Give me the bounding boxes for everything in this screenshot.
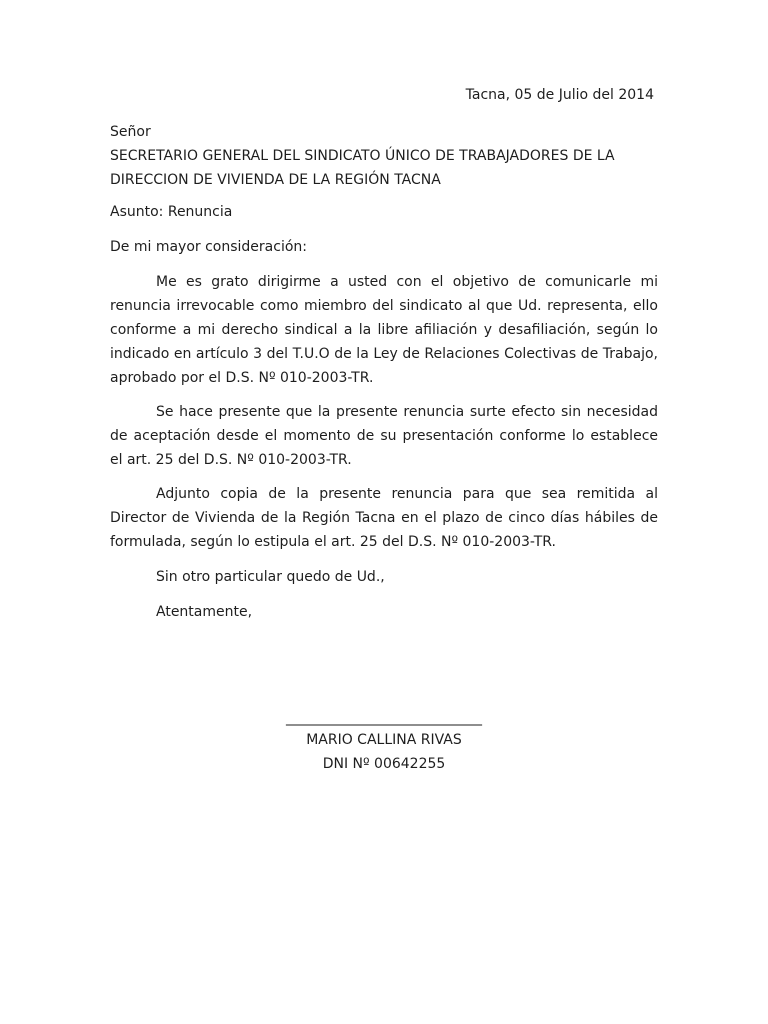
signer-dni: DNI Nº 00642255 [322,756,446,772]
addressee-salutation: Señor [110,124,151,140]
letter-signoff: Atentamente, [156,604,253,620]
letter-greeting: De mi mayor consideración: [110,239,307,255]
body-paragraph-1: Me es grato dirigirme a usted con el objetivo de comunicarle mi renuncia irrevocable como miembro del sindicato al que Ud. representa, ello conforme a mi derecho sindical a la libre afiliación y desafiliación, según lo indicado en artículo 3 del T.U.O de la Ley de Relaciones Colectivas de Trabajo, aprobado por el D.S. Nº 010-2003-TR. [110,274,658,386]
signer-name: MARIO CALLINA RIVAS [306,732,462,748]
body-paragraph-3: Adjunto copia de la presente renuncia para que sea remitida al Director de Vivienda de la Región Tacna en el plazo de cinco días hábiles de formulada, según lo estipula el art. 25 del D.S. Nº 010-2003-TR. [110,486,658,550]
signature-block [270,708,498,776]
letter-closing: Sin otro particular quedo de Ud., [156,569,385,585]
body-paragraph-2: Se hace presente que la presente renuncia surte efecto sin necesidad de aceptación desde el momento de su presentación conforme lo establece el art. 25 del D.S. Nº 010-2003-TR. [110,404,658,468]
addressee [110,120,658,192]
letter-date: Tacna, 05 de Julio del 2014 [465,87,654,103]
letter-subject: Asunto: Renuncia [110,204,233,220]
addressee-line-1: SECRETARIO GENERAL DEL SINDICATO ÚNICO DE TRABAJADORES DE LA [110,148,615,164]
signature-line: ____________________________ [286,710,482,726]
addressee-line-2: DIRECCION DE VIVIENDA DE LA REGIÓN TACNA [110,172,441,188]
